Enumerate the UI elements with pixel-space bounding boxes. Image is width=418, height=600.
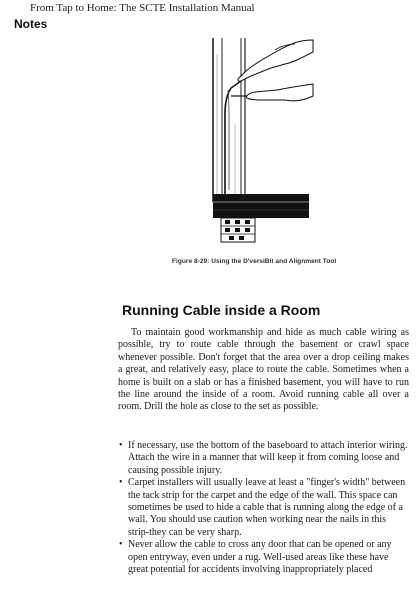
bullet-marker: • (119, 477, 123, 489)
list-item (118, 539, 409, 576)
bullet-marker: • (119, 440, 123, 451)
notes-label: Notes (14, 17, 48, 31)
hand-drill-illustration (195, 34, 315, 256)
figure-caption: Figure 8-29: Using the D'versiBit and Alignment Tool (172, 258, 337, 265)
list-item-text: If necessary, use the bottom of the baseboard to attach interior wiring. Attach the wire in a manner that will keep it from coming loose and causing possible injury. (128, 440, 408, 476)
section-title: Running Cable inside a Room (122, 302, 321, 318)
list-item-text: Never allow the cable to cross any door that can be opened or any open entryway, even under a rug. Well-used areas like these have great potential for accidents involving inappropriately placed (128, 539, 392, 576)
figure-illustration (195, 34, 315, 256)
list-item (118, 477, 409, 539)
list-item (118, 440, 409, 477)
running-head: From Tap to Home: The SCTE Installation Manual (30, 2, 255, 14)
body-paragraph: To maintain good workmanship and hide as much cable wiring as possible, try to route cable through the basement or crawl space whenever possible. Don't forget that the area over a drop ceiling makes a great, and relatively easy, place to route the cable. Sometimes when a home is built on a slab or has a finished basement, you will have to run the line around the inside of a room. Avoid running cable all over a room. Drill the hole as close to the set as possible. (118, 327, 409, 413)
bullet-marker: • (119, 539, 123, 551)
bullet-list (118, 440, 409, 576)
list-item-text: Carpet installers will usually leave at least a "finger's width" between the tack strip for the carpet and the edge of the wall. This space can sometimes be used to hide a cable that is running along the edge of a wall. You should use caution when working near the nails in this strip-they can be very sharp. (128, 477, 406, 538)
